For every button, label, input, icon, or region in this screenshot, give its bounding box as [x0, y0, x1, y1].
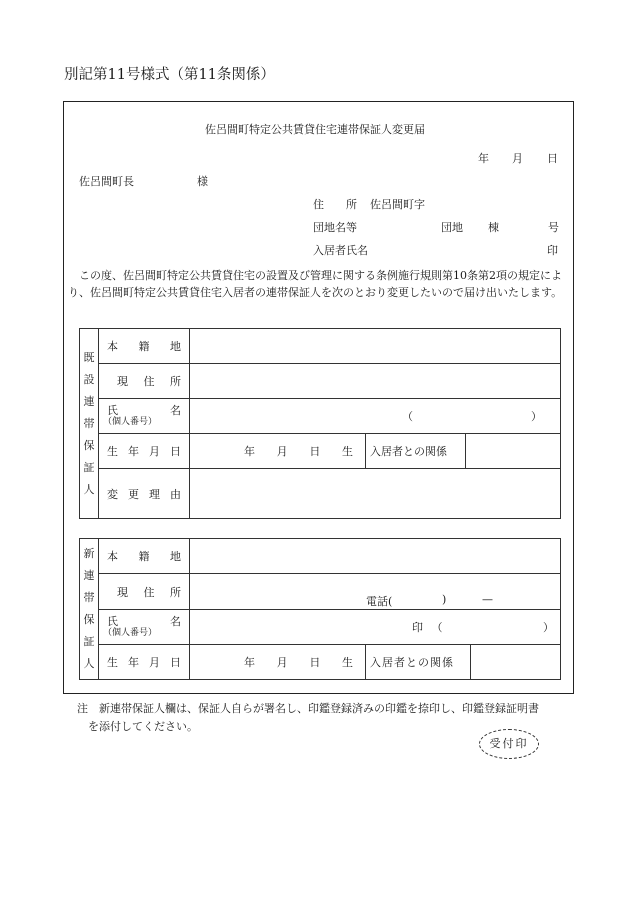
- applicant-room-unit: 号: [548, 221, 559, 234]
- applicant-name-label: 入居者氏名: [313, 244, 368, 257]
- new-birth-field[interactable]: 年 月 日 生: [190, 645, 366, 680]
- applicant-address-label: 住 所: [313, 198, 357, 211]
- new-address-field[interactable]: [190, 574, 561, 610]
- addressee-honorific: 様: [197, 175, 208, 188]
- new-address-label: 現 住 所: [99, 574, 190, 610]
- new-domicile-label: 本 籍 地: [99, 539, 190, 574]
- applicant-building-unit: 棟: [488, 221, 499, 234]
- new-phone-dash: —: [482, 593, 493, 606]
- existing-name-field[interactable]: [190, 399, 561, 434]
- new-name-paren-close: ）: [543, 621, 554, 634]
- new-guarantor-table: [79, 538, 561, 680]
- existing-birth-label: 生 年 月 日: [99, 434, 190, 469]
- addressee: 佐呂間町長: [79, 175, 134, 188]
- new-name-seal-mark: 印: [412, 621, 423, 634]
- date-month-label: 月: [512, 152, 523, 165]
- note-line-1: 新連帯保証人欄は、保証人自らが署名し、印鑑登録済みの印鑑を捺印し、印鑑登録証明書: [99, 702, 539, 715]
- applicant-complex-unit: 団地: [441, 221, 463, 234]
- new-relation-field[interactable]: [471, 645, 561, 680]
- existing-name-paren-open: （: [402, 410, 413, 423]
- applicant-address-value[interactable]: 佐呂間町字: [370, 198, 425, 211]
- new-guarantor-group-label: 新 連 帯 保 証 人: [80, 539, 99, 680]
- existing-guarantor-group-label: 既 設 連 帯 保 証 人: [80, 329, 99, 519]
- note-mark: 注: [77, 702, 88, 715]
- new-name-paren-open: （: [431, 621, 443, 634]
- new-birth-label: 生 年 月 日: [99, 645, 190, 680]
- existing-address-field[interactable]: [190, 364, 561, 399]
- new-phone-label: 電話(: [366, 595, 393, 608]
- date-year-label: 年: [478, 152, 489, 165]
- existing-birth-field[interactable]: 年 月 日 生: [190, 434, 366, 469]
- date-day-label: 日: [547, 152, 558, 165]
- applicant-seal-mark: 印: [547, 244, 558, 257]
- existing-address-label: 現 住 所: [99, 364, 190, 399]
- existing-reason-field[interactable]: [190, 469, 561, 519]
- existing-domicile-label: 本 籍 地: [99, 329, 190, 364]
- new-phone-close: ): [442, 593, 447, 606]
- receipt-stamp-circle: 受付印: [479, 729, 539, 759]
- existing-guarantor-table: [79, 328, 561, 519]
- form-title: 佐呂間町特定公共賃貸住宅連帯保証人変更届: [205, 123, 425, 136]
- body-paragraph: この度、佐呂間町特定公共賃貸住宅の設置及び管理に関する条例施行規則第10条第2項の規定により、佐呂間町特定公共賃貸住宅入居者の連帯保証人を次のとおり変更したいので届け出いたします。: [68, 269, 563, 299]
- existing-name-paren-close: ）: [531, 410, 543, 423]
- existing-reason-label: 変 更 理 由: [99, 469, 190, 519]
- form-number-heading: 別記第11号様式（第11条関係）: [64, 67, 275, 83]
- note-line-2: を添付してください。: [88, 720, 198, 733]
- existing-name-label: 氏 名 （個人番号）: [99, 399, 190, 434]
- new-name-field[interactable]: [190, 610, 561, 645]
- existing-relation-label: 入居者との関係: [366, 434, 466, 469]
- applicant-complex-label: 団地名等: [313, 221, 357, 234]
- existing-domicile-field[interactable]: [190, 329, 561, 364]
- existing-relation-field[interactable]: [466, 434, 561, 469]
- new-name-label: 氏 名 （個人番号）: [99, 610, 190, 645]
- new-domicile-field[interactable]: [190, 539, 561, 574]
- new-relation-label: 入居者との関係: [366, 645, 471, 680]
